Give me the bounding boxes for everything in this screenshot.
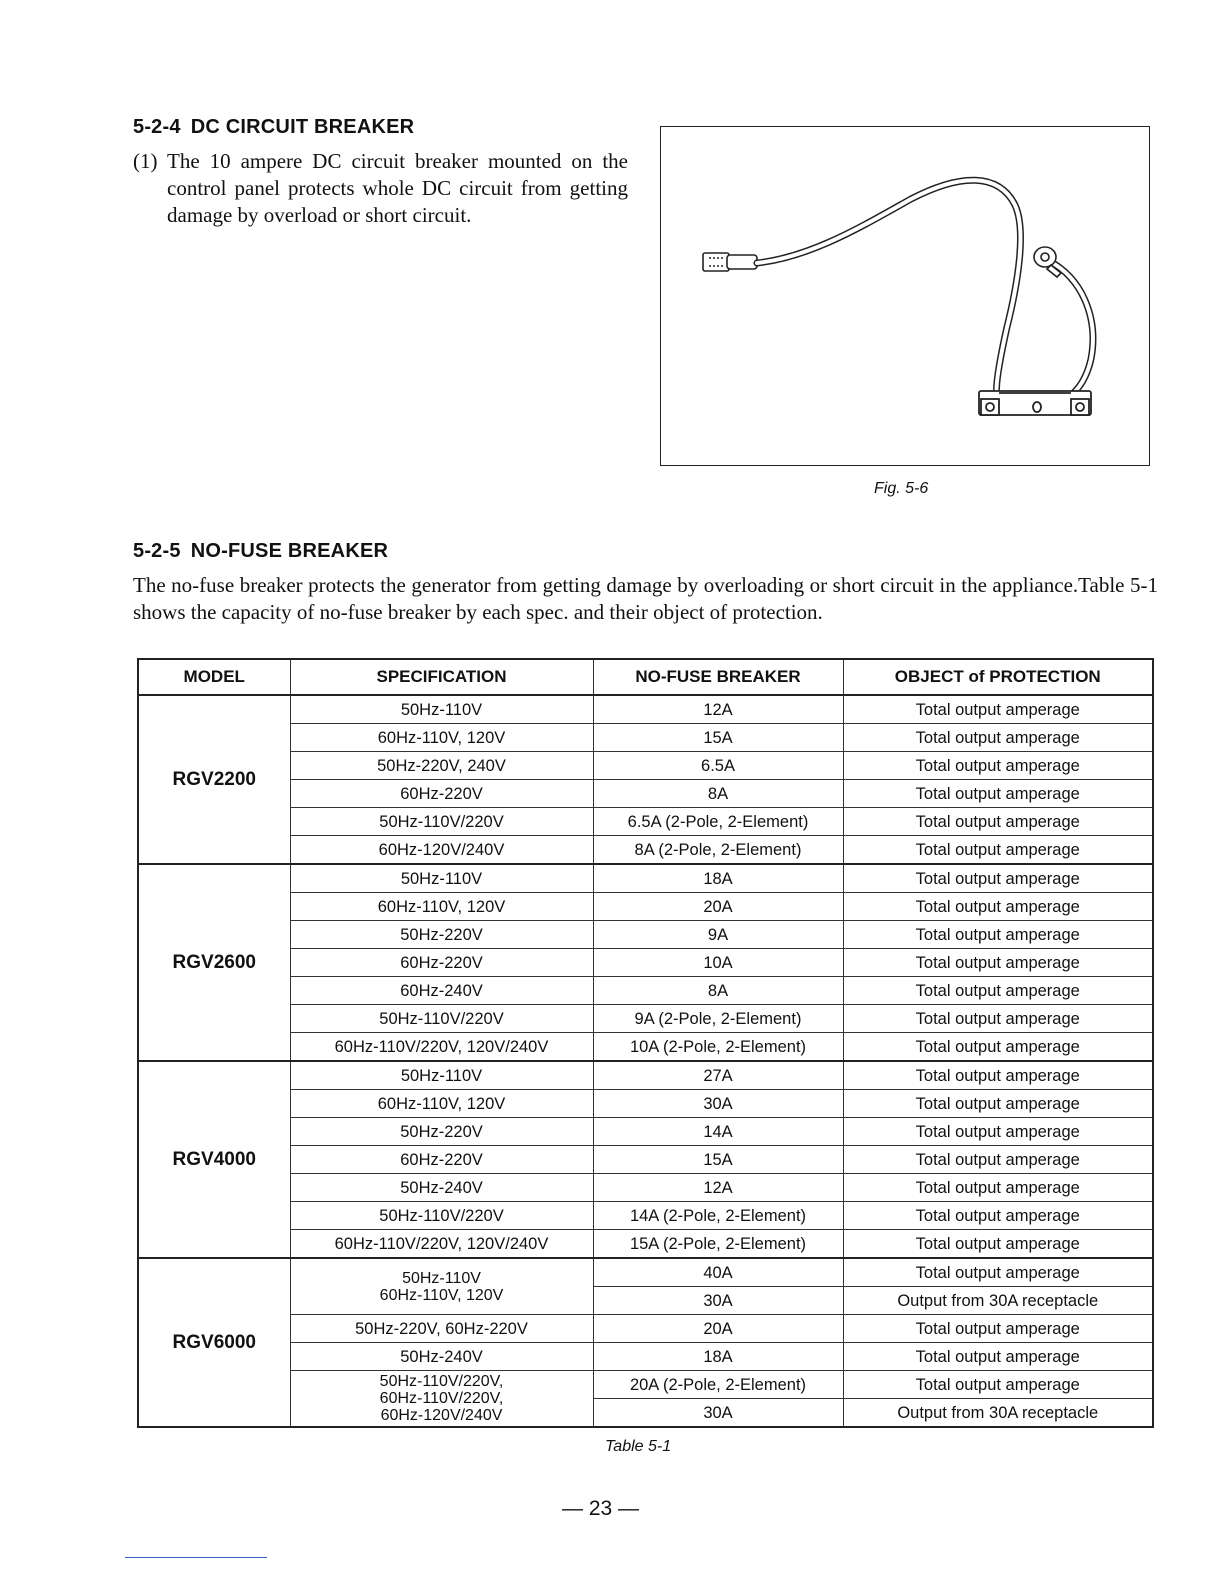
table-header-row [138,659,1153,695]
breaker-cell: 14A [593,1118,843,1146]
object-cell: Total output amperage [843,864,1153,893]
table-row [138,1315,1153,1343]
table-row [138,808,1153,836]
table-row [138,1230,1153,1259]
object-cell: Total output amperage [843,1005,1153,1033]
breaker-cell: 8A [593,780,843,808]
spec-cell: 50Hz-110V/220V [290,808,593,836]
table-row [138,864,1153,893]
object-cell: Output from 30A receptacle [843,1287,1153,1315]
breaker-cell: 14A (2-Pole, 2-Element) [593,1202,843,1230]
spec-cell: 50Hz-220V [290,1118,593,1146]
spec-line: 50Hz-110V [402,1269,481,1287]
flat-terminal-connector [703,253,757,271]
section-title: NO-FUSE BREAKER [190,540,389,562]
breaker-cell: 20A [593,893,843,921]
spec-cell: 50Hz-220V, 240V [290,752,593,780]
breaker-cell: 18A [593,864,843,893]
group-rgv6000 [138,1258,1153,1427]
spec-cell: 50Hz-110V/220V [290,1202,593,1230]
group-rgv2200 [138,695,1153,864]
spec-cell: 60Hz-220V [290,1146,593,1174]
breaker-cell: 6.5A (2-Pole, 2-Element) [593,808,843,836]
object-cell: Total output amperage [843,695,1153,724]
spec-cell: 50Hz-240V [290,1174,593,1202]
table-row [138,1146,1153,1174]
breaker-cell: 15A (2-Pole, 2-Element) [593,1230,843,1259]
table-row [138,1090,1153,1118]
object-cell: Total output amperage [843,921,1153,949]
table-row [138,1343,1153,1371]
table-row [138,1258,1153,1287]
breaker-cell: 9A [593,921,843,949]
breaker-cell: 30A [593,1399,843,1428]
table-row [138,1174,1153,1202]
section-number: 5-2-5 [133,540,181,562]
breaker-spec-table [137,658,1154,1428]
object-cell: Total output amperage [843,1174,1153,1202]
model-cell: RGV4000 [138,1061,290,1258]
dc-breaker-illustration [661,127,1149,465]
object-cell: Output from 30A receptacle [843,1399,1153,1428]
spec-cell: 50Hz-110V [290,695,593,724]
breaker-cell: 20A [593,1315,843,1343]
object-cell: Total output amperage [843,1033,1153,1062]
header-object-of-protection: OBJECT of PROTECTION [843,659,1153,695]
spec-cell [290,1371,593,1428]
page-number: — 23 — [562,1497,640,1520]
spec-line: 60Hz-110V/220V, [379,1390,504,1407]
object-cell: Total output amperage [843,1146,1153,1174]
spec-cell: 50Hz-110V [290,1061,593,1090]
object-cell: Total output amperage [843,1258,1153,1287]
table-row [138,1061,1153,1090]
spec-cell: 60Hz-110V, 120V [290,1090,593,1118]
breaker-cell: 15A [593,724,843,752]
object-cell: Total output amperage [843,1090,1153,1118]
model-cell: RGV2200 [138,695,290,864]
table-row [138,1202,1153,1230]
table-row [138,1371,1153,1399]
spec-cell: 50Hz-110V/220V [290,1005,593,1033]
header-no-fuse-breaker: NO-FUSE BREAKER [593,659,843,695]
section-title: DC CIRCUIT BREAKER [190,116,415,138]
spec-cell: 60Hz-240V [290,977,593,1005]
object-cell: Total output amperage [843,808,1153,836]
object-cell: Total output amperage [843,752,1153,780]
model-cell: RGV2600 [138,864,290,1061]
cable-inner [757,180,1020,395]
object-cell: Total output amperage [843,1371,1153,1399]
table-row [138,1033,1153,1062]
table-row [138,921,1153,949]
spec-cell: 50Hz-220V, 60Hz-220V [290,1315,593,1343]
breaker-cell: 10A (2-Pole, 2-Element) [593,1033,843,1062]
figure-caption: Fig. 5-6 [874,480,929,497]
object-cell: Total output amperage [843,1315,1153,1343]
figure-dc-breaker [660,126,1150,466]
object-cell: Total output amperage [843,1061,1153,1090]
spec-cell: 60Hz-120V/240V [290,836,593,865]
section-heading-dc-breaker [133,116,414,139]
spec-cell: 60Hz-220V [290,949,593,977]
section-number: 5-2-4 [133,116,181,138]
table-row [138,836,1153,865]
breaker-cell: 9A (2-Pole, 2-Element) [593,1005,843,1033]
spec-line: 50Hz-110V/220V, [379,1373,504,1390]
table-row [138,977,1153,1005]
object-cell: Total output amperage [843,1230,1153,1259]
breaker-cell: 15A [593,1146,843,1174]
object-cell: Total output amperage [843,949,1153,977]
table-row [138,752,1153,780]
spec-line: 60Hz-120V/240V [380,1407,503,1424]
spec-cell: 50Hz-240V [290,1343,593,1371]
model-cell: RGV6000 [138,1258,290,1427]
table-row [138,780,1153,808]
header-model: MODEL [138,659,290,695]
table-row [138,1118,1153,1146]
spec-cell: 60Hz-110V, 120V [290,893,593,921]
table-caption: Table 5-1 [605,1438,672,1455]
breaker-cell: 8A (2-Pole, 2-Element) [593,836,843,865]
object-cell: Total output amperage [843,893,1153,921]
breaker-cell: 40A [593,1258,843,1287]
breaker-cell: 8A [593,977,843,1005]
group-rgv2600 [138,864,1153,1061]
spec-cell: 60Hz-110V/220V, 120V/240V [290,1033,593,1062]
breaker-cell: 10A [593,949,843,977]
header-specification: SPECIFICATION [290,659,593,695]
object-cell: Total output amperage [843,1118,1153,1146]
dc-breaker-text: The 10 ampere DC circuit breaker mounted on the control panel protects whole DC circuit from getting damage by overload or short circuit. [167,149,628,227]
table-row [138,695,1153,724]
breaker-cell: 6.5A [593,752,843,780]
table-row [138,893,1153,921]
table-row [138,949,1153,977]
footer-rule [125,1557,267,1558]
section-heading-no-fuse-breaker [133,540,388,563]
breaker-cell: 30A [593,1090,843,1118]
breaker-cell: 20A (2-Pole, 2-Element) [593,1371,843,1399]
breaker-cell: 12A [593,695,843,724]
dc-breaker-paragraph [133,148,628,229]
breaker-cell: 18A [593,1343,843,1371]
spec-cell [290,1258,593,1315]
no-fuse-paragraph: The no-fuse breaker protects the generator from getting damage by overloading or short circuit in the appliance.Table 5-1 shows the capacity of no-fuse breaker by each spec. and their object of protection. [133,573,1158,624]
spec-cell: 60Hz-110V/220V, 120V/240V [290,1230,593,1259]
breaker-body [979,391,1091,415]
list-marker: (1) [133,149,158,173]
table-row [138,1005,1153,1033]
breaker-cell: 12A [593,1174,843,1202]
object-cell: Total output amperage [843,836,1153,865]
spec-cell: 50Hz-220V [290,921,593,949]
breaker-cell: 30A [593,1287,843,1315]
spec-cell: 60Hz-110V, 120V [290,724,593,752]
object-cell: Total output amperage [843,1343,1153,1371]
object-cell: Total output amperage [843,1202,1153,1230]
spec-cell: 60Hz-220V [290,780,593,808]
object-cell: Total output amperage [843,977,1153,1005]
breaker-cell: 27A [593,1061,843,1090]
table-row [138,724,1153,752]
spec-line: 60Hz-110V, 120V [379,1286,504,1304]
spec-cell: 50Hz-110V [290,864,593,893]
object-cell: Total output amperage [843,780,1153,808]
group-rgv4000 [138,1061,1153,1258]
object-cell: Total output amperage [843,724,1153,752]
